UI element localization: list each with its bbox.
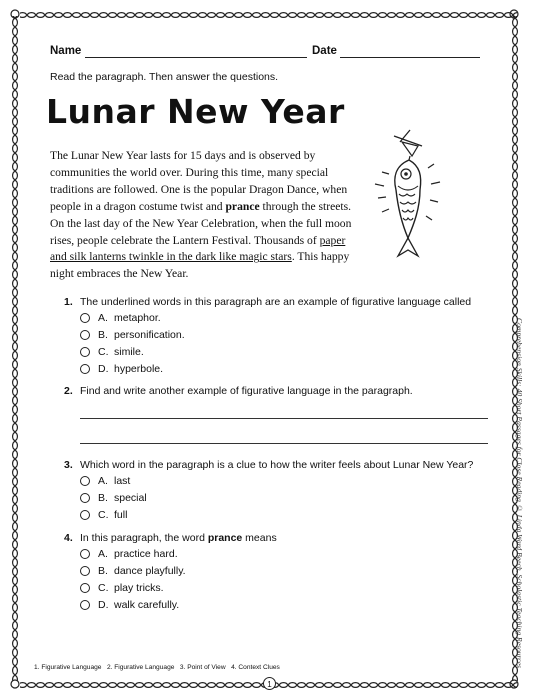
option-3b[interactable]: B. special <box>80 489 147 506</box>
answer-bubble[interactable] <box>80 313 90 323</box>
answer-bubble[interactable] <box>80 364 90 374</box>
page-title: Lunar New Year <box>46 92 345 131</box>
option-4d[interactable]: D. walk carefully. <box>80 596 186 613</box>
question-1-options <box>80 309 185 377</box>
question-number: 4. <box>64 532 73 544</box>
answer-bubble[interactable] <box>80 600 90 610</box>
name-label: Name <box>50 45 82 57</box>
page-number: 1 <box>263 677 276 690</box>
question-4-options <box>80 545 186 613</box>
option-4a[interactable]: A. practice hard. <box>80 545 186 562</box>
question-text: In this paragraph, the word prance means <box>80 532 277 544</box>
fish-lantern-illustration <box>362 128 452 268</box>
option-3c[interactable]: C. full <box>80 506 147 523</box>
answer-bubble[interactable] <box>80 330 90 340</box>
instructions: Read the paragraph. Then answer the questions. <box>50 71 279 83</box>
option-3a[interactable]: A. last <box>80 472 147 489</box>
question-4 <box>64 532 277 544</box>
option-4b[interactable]: B. dance playfully. <box>80 562 186 579</box>
date-label: Date <box>312 45 337 57</box>
question-text: The underlined words in this paragraph are an example of figurative language called <box>80 296 472 308</box>
question-3-options <box>80 472 147 523</box>
question-text: Which word in the paragraph is a clue to how the writer feels about Lunar New Year? <box>80 459 474 471</box>
skills-footer: 1. Figurative Language 2. Figurative Language 3. Point of View 4. Context Clues <box>34 664 280 671</box>
answer-bubble[interactable] <box>80 583 90 593</box>
answer-bubble[interactable] <box>80 566 90 576</box>
question-3 <box>64 459 473 471</box>
question-1 <box>64 296 471 308</box>
keyword-prance: prance <box>225 199 260 213</box>
reading-paragraph: The Lunar New Year lasts for 15 days and is observed by communities the world over. During this time, many special traditions are followed. One is the popular Dragon Dance, when people in a dragon costume twist and prance through the streets. On the last day of the New Year Celebration, when the full moon rises, people celebrate the Lantern Festival. Thousands of paper and silk lanterns twinkle in the dark like magic stars. This happy night embraces the New Year. <box>50 149 352 281</box>
answer-bubble[interactable] <box>80 347 90 357</box>
answer-bubble[interactable] <box>80 476 90 486</box>
question-number: 1. <box>64 296 73 308</box>
question-2 <box>64 385 413 397</box>
question-number: 3. <box>64 459 73 471</box>
answer-line-2[interactable] <box>80 443 488 444</box>
option-1d[interactable]: D. hyperbole. <box>80 360 185 377</box>
option-1c[interactable]: C. simile. <box>80 343 185 360</box>
question-text: Find and write another example of figurative language in the paragraph. <box>80 385 413 397</box>
answer-bubble[interactable] <box>80 510 90 520</box>
date-field[interactable] <box>340 57 480 58</box>
answer-bubble[interactable] <box>80 493 90 503</box>
name-date-row <box>50 45 480 61</box>
answer-bubble[interactable] <box>80 549 90 559</box>
option-4c[interactable]: C. play tricks. <box>80 579 186 596</box>
option-1b[interactable]: B. personification. <box>80 326 185 343</box>
underlined-phrase: paper and silk lanterns twinkle in the dark like magic stars <box>50 233 346 264</box>
option-1a[interactable]: A. metaphor. <box>80 309 185 326</box>
answer-line-1[interactable] <box>80 418 488 419</box>
name-field[interactable] <box>85 57 307 58</box>
side-credit: Comprehension Skills: 40 Short Passages for Close Reading © Linda Ward Beech, Scholastic Teaching Resources <box>515 318 524 668</box>
question-number: 2. <box>64 385 73 397</box>
